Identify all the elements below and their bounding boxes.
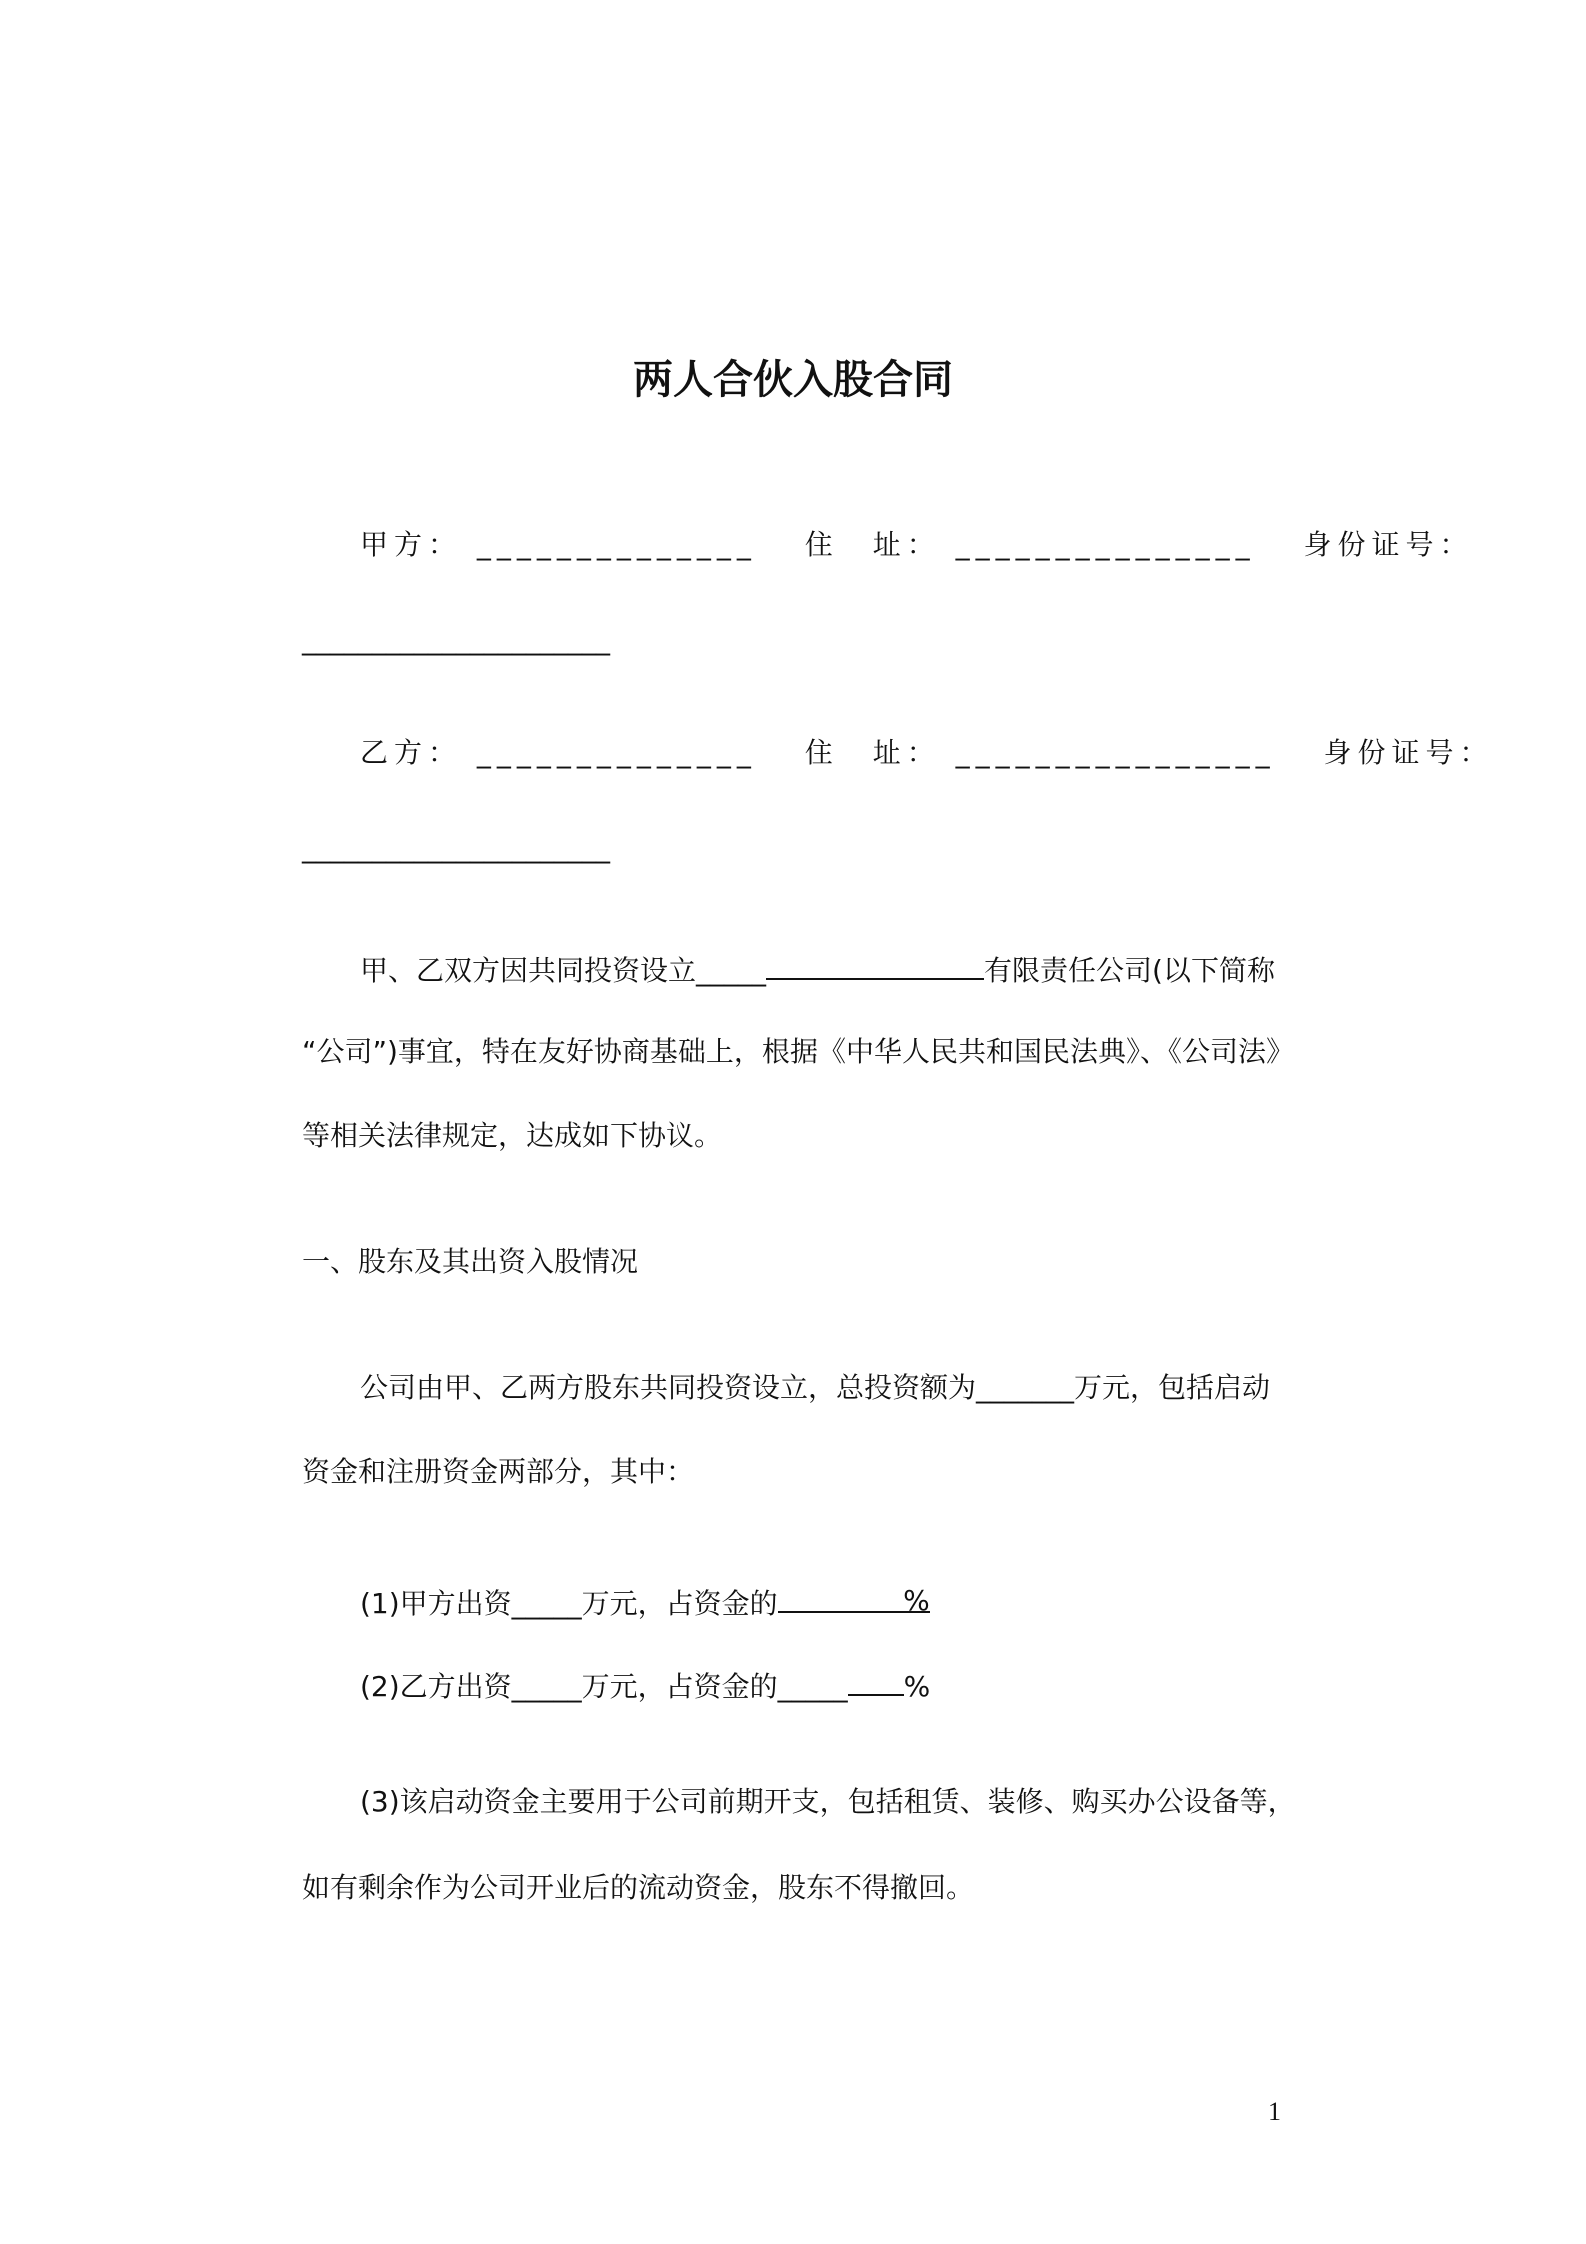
item-1-percent-sign: % — [903, 1584, 930, 1617]
section-1-heading: 一、股东及其出资入股情况 — [302, 1245, 639, 1278]
party-b-name-blank: ______________ — [476, 736, 757, 769]
document-title: 两人合伙入股合同 — [633, 357, 953, 403]
party-a-address-label: 住 址： — [804, 528, 941, 561]
intro-line-1-b: 有限责任公司(以下简称 — [984, 954, 1275, 987]
item-3-line-1: (3)该启动资金主要用于公司前期开支，包括租赁、装修、购买办公设备等， — [360, 1785, 1296, 1818]
party-b-id-label: 身份证号： — [1323, 736, 1494, 769]
item-1-text: (1)甲方出资_____万元，占资金的 — [360, 1587, 778, 1620]
party-a-name-blank: ______________ — [476, 528, 757, 561]
intro-line-1 — [0, 948, 1586, 991]
party-a-line — [0, 525, 1586, 565]
section-1-para-line-1: 公司由甲、乙两方股东共同投资设立，总投资额为_______万元，包括启动 — [360, 1371, 1271, 1404]
party-a-id-blank: ______________________ — [302, 623, 610, 656]
party-a-id-label: 身份证号： — [1303, 528, 1474, 561]
item-2-line — [0, 1664, 1586, 1707]
party-a-id-line — [0, 620, 1586, 660]
intro-line-3: 等相关法律规定，达成如下协议。 — [302, 1119, 723, 1152]
page-number: 1 — [1268, 2097, 1281, 2126]
item-2-percent-sign: % — [903, 1670, 931, 1703]
party-b-line — [0, 733, 1586, 773]
section-1-para-line-2: 资金和注册资金两部分，其中： — [302, 1455, 695, 1488]
party-b-label: 乙方： — [360, 736, 463, 769]
item-3-line-2: 如有剩余作为公司开业后的流动资金，股东不得撤回。 — [302, 1871, 975, 1904]
item-1-line — [0, 1581, 1586, 1624]
party-a-address-blank: _______________ — [955, 528, 1256, 561]
party-b-id-line — [0, 828, 1586, 868]
party-b-address-blank: ________________ — [955, 736, 1276, 769]
intro-line-2: “公司”)事宜，特在友好协商基础上，根据《中华人民共和国民法典》、《公司法》 — [302, 1035, 1294, 1068]
item-2-percent-blank — [848, 1664, 904, 1696]
intro-line-1-a: 甲、乙双方因共同投资设立_____ — [360, 954, 767, 987]
party-b-id-blank: ______________________ — [302, 831, 610, 864]
item-2-text: (2)乙方出资_____万元，占资金的_____ — [360, 1670, 848, 1703]
party-b-address-label: 住 址： — [804, 736, 941, 769]
company-name-blank — [766, 948, 984, 980]
item-1-percent-blank — [778, 1581, 930, 1617]
party-a-label: 甲方： — [360, 528, 463, 561]
